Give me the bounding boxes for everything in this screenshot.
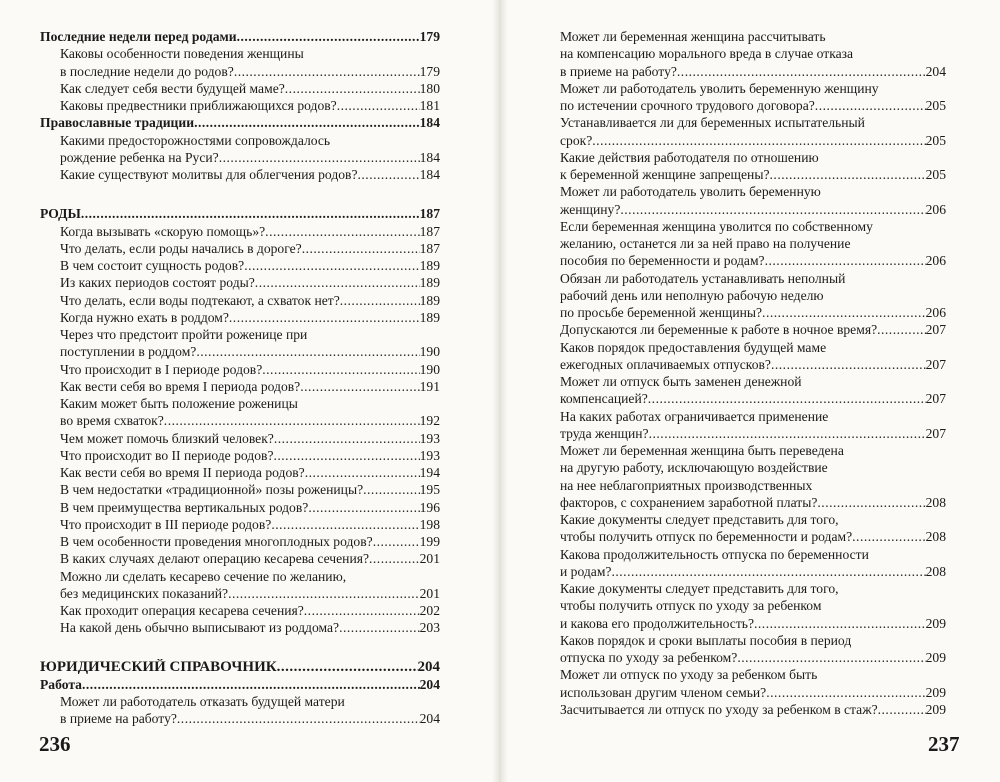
toc-page-ref: 208 (925, 563, 946, 579)
toc-entry (40, 97, 440, 114)
dot-leader (877, 321, 926, 338)
dot-leader (815, 97, 926, 114)
toc-entry (560, 63, 946, 80)
toc-entry (560, 218, 946, 235)
toc-page-ref: 198 (419, 516, 440, 532)
toc-page-ref: 180 (419, 80, 440, 96)
toc-entry (560, 459, 946, 476)
toc-entry (40, 710, 440, 727)
dot-leader (373, 533, 420, 550)
toc-page-ref: 204 (925, 63, 946, 79)
toc-entry-text: Если беременная женщина уволится по собственному (560, 218, 873, 234)
toc-entry-text: Как проходит операция кесарева сечения? (60, 603, 304, 618)
toc-entry-text: Каковы особенности поведения женщины (60, 46, 304, 62)
dot-leader (766, 684, 925, 701)
dot-leader (255, 274, 420, 291)
toc-entry (40, 63, 440, 80)
dot-leader (771, 356, 926, 373)
dot-leader (274, 430, 420, 447)
toc-page-ref: 206 (925, 253, 946, 269)
toc-entry (40, 326, 440, 343)
toc-entry (560, 287, 946, 304)
toc-entry (560, 528, 946, 545)
toc-entry (40, 693, 440, 710)
toc-entry-text: женщину? (560, 201, 621, 217)
toc-entry-text: к беременной женщине запрещены? (560, 167, 770, 182)
dot-leader (228, 585, 420, 602)
toc-entry-text: Как вести себя во время I периода родов? (60, 378, 301, 394)
toc-entry (40, 378, 440, 395)
toc-entry (560, 270, 946, 287)
toc-entry (40, 533, 440, 550)
toc-entry (560, 649, 946, 666)
toc-entry-text: Можно ли сделать кесарево сечение по желанию, (60, 568, 347, 584)
toc-entry (560, 666, 946, 683)
toc-entry (560, 183, 946, 200)
toc-entry-text: В каких случаях делают операцию кесарева сечения? (60, 551, 369, 567)
toc-entry (560, 442, 946, 459)
toc-section-heading (40, 28, 440, 45)
toc-entry-text: Когда вызывать «скорую помощь»? (60, 223, 266, 239)
toc-page-ref: 201 (419, 551, 440, 567)
toc-entry-text: Через что предстоит пройти роженице при (60, 327, 308, 342)
toc-page-ref: 181 (419, 98, 440, 113)
toc-entry-text: Обязан ли работодатель устанавливать неполный (560, 270, 846, 286)
toc-entry (40, 292, 440, 309)
dot-leader (81, 205, 420, 222)
toc-entry-text: рабочий день или неполную рабочую неделю (560, 287, 824, 303)
toc-entry-text: Может ли работодатель уволить беременную (560, 184, 821, 200)
toc-entry (40, 395, 440, 412)
toc-entry-text: Может ли отпуск по уходу за ребенком быть (560, 667, 818, 683)
toc-entry (560, 235, 946, 252)
toc-entry-text: Какие существуют молитвы для облегчения родов? (60, 167, 358, 182)
dot-leader (754, 615, 926, 632)
toc-page-ref: 208 (925, 529, 946, 545)
toc-page-ref: 184 (419, 167, 440, 182)
toc-entry (40, 149, 440, 166)
dot-leader (363, 481, 419, 498)
dot-leader (304, 602, 420, 619)
right-page-toc (560, 28, 946, 718)
toc-entry-text: желанию, останется ли за ней право на получение (560, 236, 851, 251)
toc-entry-text: В чем особенности проведения многоплодных родов? (60, 534, 373, 549)
toc-entry (40, 447, 440, 464)
toc-entry-text: Каковы предвестники приближающихся родов? (60, 98, 337, 113)
toc-entry (40, 132, 440, 149)
toc-entry (40, 412, 440, 429)
dot-leader (277, 659, 418, 676)
toc-entry-text: Каким может быть положение роженицы (60, 396, 298, 411)
dot-leader (648, 390, 926, 407)
toc-page-ref: 209 (925, 615, 946, 631)
toc-entry (560, 201, 946, 218)
toc-entry (560, 373, 946, 390)
toc-entry-text: Может ли отпуск быть заменен денежной (560, 374, 802, 389)
toc-entry-text: Может ли работодатель отказать будущей матери (60, 694, 345, 709)
toc-entry (40, 274, 440, 291)
toc-entry-text: Какими предосторожностями сопровождалось (60, 132, 331, 148)
dot-leader (194, 114, 420, 131)
toc-entry (40, 361, 440, 378)
toc-entry (40, 464, 440, 481)
toc-entry (40, 516, 440, 533)
toc-entry (560, 45, 946, 62)
toc-page-ref: 193 (419, 430, 440, 446)
toc-entry-text: ежегодных оплачиваемых отпусков? (560, 356, 771, 372)
toc-entry (40, 481, 440, 498)
book-gutter (492, 0, 508, 782)
toc-entry-text: Каков порядок предоставления будущей маме (560, 339, 827, 355)
toc-entry-text: Работа (40, 676, 82, 692)
left-page-toc (40, 28, 440, 728)
toc-page-ref: 190 (419, 344, 440, 360)
toc-entry (560, 563, 946, 580)
toc-entry-text: Какие документы следует представить для того, (560, 512, 839, 527)
toc-entry (560, 80, 946, 97)
toc-entry-text: Что происходит в III периоде родов? (60, 516, 272, 532)
dot-leader (300, 378, 419, 395)
toc-entry (560, 546, 946, 563)
toc-entry-text: На какой день обычно выписывают из роддома? (60, 620, 340, 636)
toc-page-ref: 196 (419, 499, 440, 515)
toc-entry (40, 80, 440, 97)
toc-page-ref: 187 (419, 223, 440, 239)
toc-page-ref: 206 (925, 201, 946, 217)
toc-entry-text: пособия по беременности и родам? (560, 253, 765, 269)
dot-leader (611, 563, 925, 580)
toc-entry-text: ЮРИДИЧЕСКИЙ СПРАВОЧНИК (40, 658, 277, 675)
toc-page-ref: 207 (925, 322, 946, 338)
toc-page-ref: 190 (419, 361, 440, 377)
toc-entry (560, 425, 946, 442)
toc-page-ref: 187 (419, 240, 440, 256)
dot-leader (878, 701, 926, 718)
dot-leader (369, 550, 420, 567)
toc-entry-text: Из каких периодов состоят роды? (60, 275, 255, 291)
toc-entry (40, 602, 440, 619)
toc-entry (40, 45, 440, 62)
toc-entry (40, 585, 440, 602)
toc-page-ref: 203 (419, 620, 440, 636)
toc-entry (560, 252, 946, 269)
toc-entry-text: Как следует себя вести будущей маме? (60, 80, 285, 96)
toc-page-ref: 207 (925, 391, 946, 407)
dot-leader (852, 528, 925, 545)
toc-page-ref: 199 (419, 534, 440, 549)
toc-entry-text: чтобы получить отпуск по беременности и родам? (560, 529, 853, 545)
dot-leader (620, 201, 925, 218)
dot-leader (265, 223, 419, 240)
toc-page-ref: 207 (925, 356, 946, 372)
dot-leader (262, 361, 419, 378)
toc-entry-text: в приеме на работу? (560, 63, 677, 79)
toc-page-ref: 205 (925, 98, 946, 113)
toc-entry (560, 494, 946, 511)
toc-entry-text: отпуска по уходу за ребенком? (560, 650, 738, 665)
toc-entry (40, 568, 440, 585)
dot-leader (737, 649, 925, 666)
toc-entry-text: Когда нужно ехать в роддом? (60, 309, 229, 325)
toc-page-ref: 184 (419, 115, 440, 131)
dot-leader (817, 494, 925, 511)
toc-entry-text: Какие документы следует представить для того, (560, 581, 839, 596)
toc-entry-text: факторов, с сохранением заработной платы? (560, 494, 818, 510)
dot-leader (337, 97, 420, 114)
toc-entry (40, 550, 440, 567)
toc-entry-text: Какие действия работодателя по отношению (560, 149, 819, 165)
toc-page-ref: 179 (419, 63, 440, 79)
toc-page-ref: 189 (419, 309, 440, 325)
toc-page-ref: 204 (417, 658, 440, 675)
toc-page-ref: 204 (419, 711, 440, 727)
toc-entry-text: Что происходит в I периоде родов? (60, 361, 263, 377)
toc-page-ref: 205 (925, 132, 946, 148)
dot-leader (677, 63, 926, 80)
toc-entry-text: Православные традиции (40, 115, 195, 131)
dot-leader (770, 166, 926, 183)
toc-entry-text: по истечении срочного трудового договора? (560, 98, 815, 113)
toc-page-ref: 206 (925, 305, 946, 320)
toc-entry (560, 97, 946, 114)
toc-entry-text: Как вести себя во время II периода родов? (60, 465, 305, 480)
toc-page-ref: 179 (419, 29, 440, 44)
toc-page-ref: 189 (419, 258, 440, 273)
toc-section-heading (40, 676, 440, 693)
toc-entry-text: на нее неблагоприятных производственных (560, 477, 813, 493)
toc-entry-text: Что делать, если воды подтекают, а схваток нет? (60, 292, 340, 308)
dot-leader (219, 149, 420, 166)
toc-entry-text: чтобы получить отпуск по уходу за ребенком (560, 598, 822, 614)
toc-entry (560, 304, 946, 321)
toc-entry (40, 430, 440, 447)
toc-page-ref: 189 (419, 292, 440, 308)
section-gap (40, 637, 440, 659)
toc-page-ref: 208 (925, 494, 946, 510)
toc-entry-text: Может ли беременная женщина рассчитывать (560, 29, 826, 44)
toc-entry (560, 580, 946, 597)
left-page-number: 236 (39, 732, 71, 756)
toc-entry (40, 309, 440, 326)
toc-page-ref: 195 (419, 482, 440, 498)
toc-page-ref: 187 (419, 206, 440, 222)
dot-leader (762, 304, 926, 321)
toc-entry (560, 114, 946, 131)
dot-leader (308, 499, 419, 516)
toc-entry-text: труда женщин? (560, 425, 649, 441)
toc-page-ref: 207 (925, 425, 946, 441)
toc-entry-text: Что происходит во II периоде родов? (60, 447, 274, 463)
toc-entry-text: на компенсацию морального вреда в случае отказа (560, 46, 854, 62)
toc-entry (560, 356, 946, 373)
toc-page-ref: 204 (419, 676, 440, 692)
toc-entry (40, 499, 440, 516)
toc-entry (40, 619, 440, 636)
toc-page-ref: 192 (419, 413, 440, 429)
toc-page-ref: 189 (419, 275, 440, 291)
toc-entry-text: Может ли работодатель уволить беременную женщину (560, 80, 879, 96)
toc-entry (40, 343, 440, 360)
dot-leader (340, 292, 420, 309)
toc-entry (560, 701, 946, 718)
toc-entry (40, 240, 440, 257)
toc-entry (40, 166, 440, 183)
toc-entry-text: компенсацией? (560, 391, 648, 407)
toc-entry-text: Засчитывается ли отпуск по уходу за ребенком в стаж? (560, 701, 878, 717)
toc-entry (560, 339, 946, 356)
toc-page-ref: 193 (419, 447, 440, 463)
toc-entry-text: срок? (560, 132, 593, 148)
toc-page-ref: 191 (419, 378, 440, 394)
dot-leader (649, 425, 926, 442)
toc-entry (560, 149, 946, 166)
toc-entry-text: в приеме на работу? (60, 711, 177, 727)
dot-leader (229, 309, 420, 326)
toc-entry (560, 597, 946, 614)
dot-leader (305, 464, 420, 481)
dot-leader (196, 343, 419, 360)
toc-entry (560, 511, 946, 528)
toc-page-ref: 209 (925, 701, 946, 717)
toc-page-ref: 194 (419, 465, 440, 480)
toc-entry-text: В чем преимущества вертикальных родов? (60, 499, 309, 515)
dot-leader (765, 252, 926, 269)
toc-entry (560, 408, 946, 425)
toc-page-ref: 184 (419, 149, 440, 165)
dot-leader (592, 132, 925, 149)
toc-entry-text: Чем может помочь близкий человек? (60, 430, 274, 446)
toc-section-heading (40, 659, 440, 676)
dot-leader (285, 80, 420, 97)
toc-entry-text: использован другим членом семьи? (560, 684, 767, 700)
toc-entry (560, 632, 946, 649)
toc-entry (560, 321, 946, 338)
toc-section-heading (40, 205, 440, 222)
toc-entry-text: Устанавливается ли для беременных испытательный (560, 115, 865, 131)
dot-leader (273, 447, 419, 464)
toc-entry (560, 132, 946, 149)
toc-entry-text: в последние недели до родов? (60, 63, 234, 79)
dot-leader (164, 412, 420, 429)
toc-entry-text: Какова продолжительность отпуска по беременности (560, 546, 869, 562)
toc-entry (560, 684, 946, 701)
dot-leader (244, 257, 419, 274)
dot-leader (302, 240, 420, 257)
dot-leader (82, 676, 420, 693)
toc-entry (40, 257, 440, 274)
toc-section-heading (40, 114, 440, 131)
dot-leader (339, 619, 420, 636)
toc-entry-text: Может ли беременная женщина быть переведена (560, 443, 844, 458)
dot-leader (358, 166, 420, 183)
toc-entry (560, 28, 946, 45)
toc-entry-text: В чем недостатки «традиционной» позы роженицы? (60, 482, 364, 498)
toc-entry (560, 166, 946, 183)
toc-entry-text: во время схваток? (60, 413, 164, 429)
toc-entry (560, 390, 946, 407)
right-page-number: 237 (928, 732, 960, 756)
toc-entry-text: рождение ребенка на Руси? (60, 149, 219, 165)
toc-entry-text: В чем состоит сущность родов? (60, 258, 245, 273)
toc-entry-text: Последние недели перед родами (40, 29, 237, 44)
dot-leader (177, 710, 420, 727)
toc-entry (560, 477, 946, 494)
toc-page-ref: 209 (925, 650, 946, 665)
toc-entry-text: Что делать, если роды начались в дороге? (60, 240, 302, 256)
toc-entry-text: РОДЫ (40, 206, 81, 222)
dot-leader (234, 63, 420, 80)
toc-entry-text: Допускаются ли беременные к работе в ночное время? (560, 322, 878, 338)
toc-page-ref: 201 (419, 585, 440, 601)
toc-entry (560, 615, 946, 632)
toc-page-ref: 202 (419, 603, 440, 618)
dot-leader (271, 516, 419, 533)
toc-entry-text: и родам? (560, 563, 612, 579)
toc-entry-text: Каков порядок и сроки выплаты пособия в период (560, 632, 852, 648)
toc-page-ref: 205 (925, 167, 946, 182)
toc-page-ref: 209 (925, 684, 946, 700)
toc-entry-text: на другую работу, исключающую воздействие (560, 460, 828, 476)
dot-leader (237, 28, 420, 45)
toc-entry (40, 223, 440, 240)
toc-entry-text: На каких работах ограничивается применение (560, 408, 829, 424)
toc-entry-text: без медицинских показаний? (60, 585, 229, 601)
toc-entry-text: и какова его продолжительность? (560, 615, 754, 631)
toc-entry-text: поступлении в роддом? (60, 344, 197, 360)
toc-entry-text: по просьбе беременной женщины? (560, 305, 763, 320)
section-gap (40, 183, 440, 205)
